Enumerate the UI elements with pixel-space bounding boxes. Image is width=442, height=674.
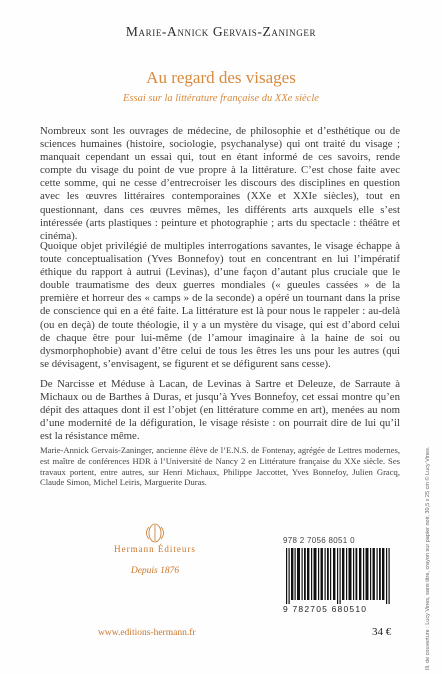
- isbn-label: 978 2 7056 8051 0: [283, 536, 355, 545]
- book-title: Au regard des visages: [146, 68, 296, 87]
- price: 34 €: [372, 626, 392, 638]
- cover-credit-text: Ill. de couverture : Lucy Vines, sans titre, crayon sur papier noir, 30,5 x 25 cm © Lucy Vines.: [425, 446, 431, 670]
- publisher-since: Depuis 1876: [130, 566, 180, 576]
- author-bio: Marie-Annick Gervais-Zaninger, ancienne élève de l’E.N.S. de Fontenay, agrégée de Lettres modernes, est maître de conférences HDR à l’Université de Nancy 2 en Littérature française du XXe siècle. Ses travaux portent, entre autres, sur Henri Michaux, Philippe Jaccottet, Yves Bonnefoy, Julien Gracq, Claude Simon, Michel Leiris, Marguerite Duras.: [40, 445, 400, 488]
- barcode-digits: 9 782705 680510: [283, 604, 398, 614]
- book-subtitle: Essai sur la littérature française du XXe siècle: [123, 93, 319, 104]
- publisher-emblem-icon: [100, 522, 210, 544]
- summary-paragraph-2: Quoique objet privilégié de multiples interrogations savantes, le visage échappe à toute conceptualisation (Yves Bonnefoy) tout en concentrant en lui l’impératif éthique du rapport à autrui (Levinas), d’une façon d’autant plus cruciale que le double traumatisme des deux guerres mondiales (« gueules cassées » de la première et horreur des « camps » de la seconde) a opéré un tournant dans la prise de conscience qui en a été faite. La littérature est là pour nous le rappeler : au-delà (ou en deçà) de toute théologie, il y a un mystère du visage, qui est d’abord celui de chaque être pour lui-même (de l’amour imaginaire à la haine de soi ou dysmorphophobie) avant d’être celui de tous les êtres les uns pour les autres (qui se dévisagent, s’envisagent, se figurent et se défigurent sans cesse).: [40, 240, 400, 370]
- publisher-website[interactable]: www.editions-hermann.fr: [98, 628, 196, 638]
- author-name: Marie-Annick Gervais-Zaninger: [125, 24, 317, 39]
- publisher-logo: [100, 522, 210, 582]
- cover-credit: [417, 440, 431, 670]
- barcode-icon: [280, 548, 398, 604]
- summary-paragraph-1: Nombreux sont les ouvrages de médecine, de philosophie et d’esthétique ou de sciences humaines (histoire, sociologie, psychanalyse) qui ont traité du visage ; manquait cependant un essai qui, tout en étant informé de ces savoirs, rende compte du visage du point de vue propre à la littérature. C’est chose faite avec cette somme, qui ne cesse d’entrecroiser les discours des disciplines en question avec les œuvres littéraires contemporaines (XXe et XXIe siècles), tout en questionnant, dans ces œuvres mêmes, les différents arts auxquels elle s’est intéressée (arts plastiques : peinture et photographie ; arts du spectacle : théâtre et cinéma).: [40, 125, 400, 242]
- publisher-name: Hermann Éditeurs: [114, 544, 196, 554]
- summary-paragraph-3: De Narcisse et Méduse à Lacan, de Levinas à Sartre et Deleuze, de Sarraute à Michaux ou de Barthes à Duras, et jusqu’à Yves Bonnefoy, cet essai montre qu’en dépit des attaques dont il est l’objet (en littérature comme en art), menées au nom d’une modernité de la défiguration, le visage résiste : on pourrait dire de lui qu’il est la résistance même.: [40, 378, 400, 443]
